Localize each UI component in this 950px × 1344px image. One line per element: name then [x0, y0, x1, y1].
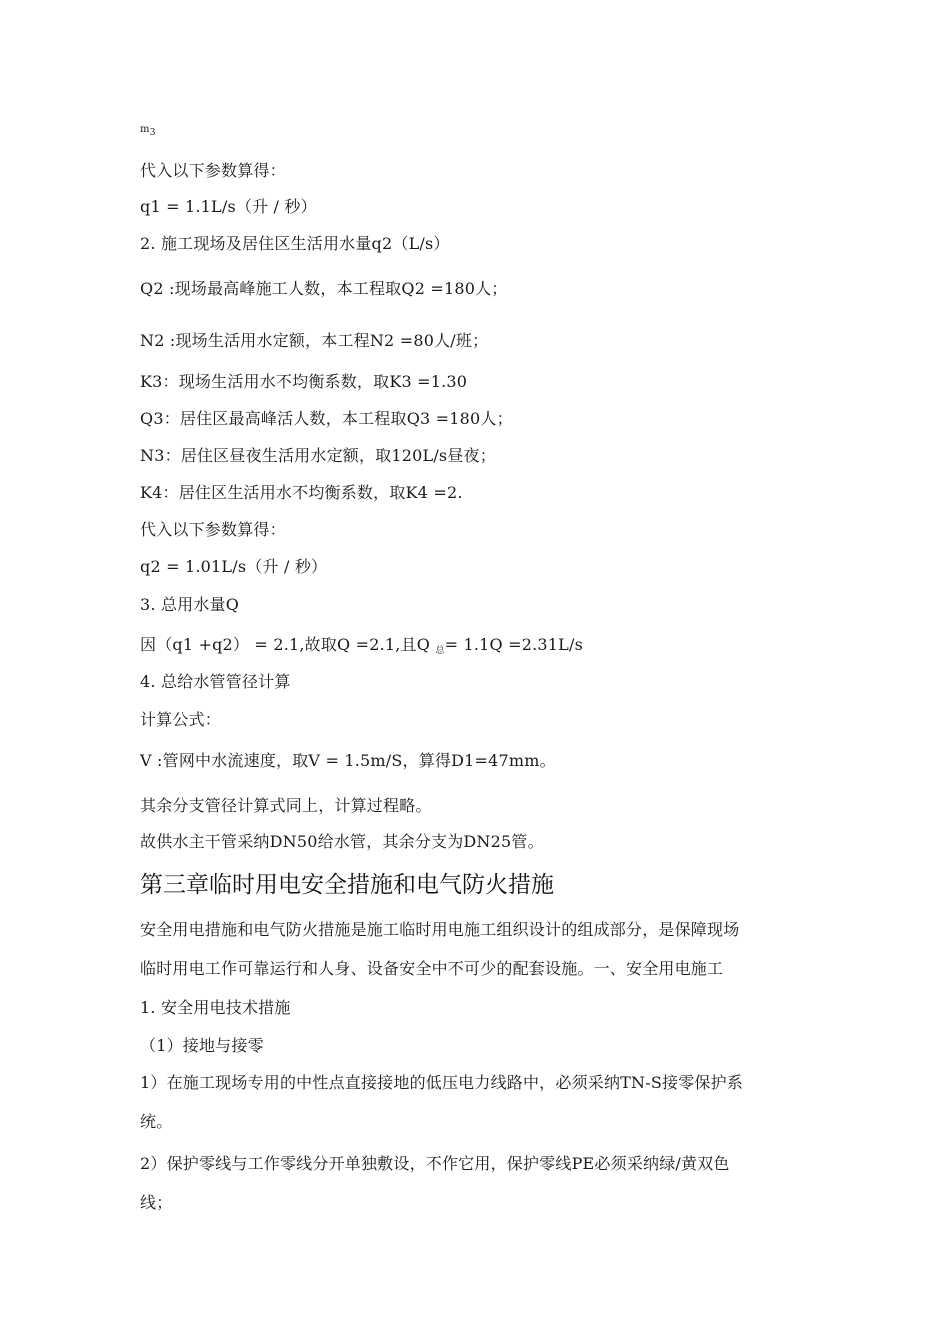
unit-fragment — [140, 124, 156, 136]
text-line-q3-def: Q3：居住区最高峰活人数，本工程取Q3 =180人； — [140, 409, 513, 428]
text-line-item-2b: 线； — [140, 1193, 173, 1212]
total-q-text: 因（q1 +q2） = 2.1,故取Q =2.1,且Q — [140, 635, 436, 654]
unit-text: m — [140, 124, 150, 135]
text-line-pipe-choice: 故供水主干管采纳DN50给水管，其余分支为DN25管。 — [140, 832, 544, 851]
text-line-substitute-1: 代入以下参数算得： — [140, 161, 286, 180]
text-line-total-q — [140, 635, 583, 658]
text-line-q2-result: q2 = 1.01L/s（升 / 秒） — [140, 557, 328, 576]
text-line-q2-def: Q2 :现场最高峰施工人数，本工程取Q2 =180人； — [140, 279, 508, 298]
text-line-item-2a: 2）保护零线与工作零线分开单独敷设，不作它用，保护零线PE必须采纳绿/黄双色 — [140, 1154, 730, 1173]
total-subscript: 总 — [435, 646, 445, 656]
text-line-intro-1: 安全用电措施和电气防火措施是施工临时用电施工组织设计的组成部分，是保障现场 — [140, 920, 740, 939]
text-line-intro-2: 临时用电工作可靠运行和人身、设备安全中不可少的配套设施。一、安全用电施工 — [140, 959, 724, 978]
text-line-item-1a: 1）在施工现场专用的中性点直接接地的低压电力线路中，必须采纳TN-S接零保护系 — [140, 1073, 744, 1092]
text-line-k3-def: K3：现场生活用水不均衡系数，取K3 =1.30 — [140, 372, 468, 391]
unit-subscript: 3 — [149, 128, 156, 138]
text-line-item-1b: 统。 — [140, 1112, 173, 1131]
text-line-n3-def: N3：居住区昼夜生活用水定额，取120L/s昼夜； — [140, 446, 496, 465]
text-line-section-4: 4. 总给水管管径计算 — [140, 672, 291, 691]
total-q-value: = 1.1Q =2.31L/s — [444, 635, 583, 654]
text-line-n2-def: N2 :现场生活用水定额，本工程N2 =80人/班； — [140, 331, 489, 350]
text-line-branch-note: 其余分支管径计算式同上，计算过程略。 — [140, 796, 432, 815]
text-line-grounding: （1）接地与接零 — [140, 1036, 264, 1055]
text-line-formula-label: 计算公式： — [140, 710, 222, 729]
text-line-tech-measures: 1. 安全用电技术措施 — [140, 998, 291, 1017]
text-line-section-3: 3. 总用水量Q — [140, 595, 240, 614]
text-line-section-2: 2. 施工现场及居住区生活用水量q2（L/s） — [140, 234, 450, 253]
text-line-substitute-2: 代入以下参数算得： — [140, 520, 286, 539]
text-line-q1-result: q1 = 1.1L/s（升 / 秒） — [140, 197, 317, 216]
text-line-velocity: V :管网中水流速度，取V = 1.5m/S，算得D1=47mm。 — [140, 751, 556, 770]
text-line-k4-def: K4：居住区生活用水不均衡系数，取K4 =2. — [140, 483, 463, 502]
chapter-heading: 第三章临时用电安全措施和电气防火措施 — [140, 872, 554, 898]
